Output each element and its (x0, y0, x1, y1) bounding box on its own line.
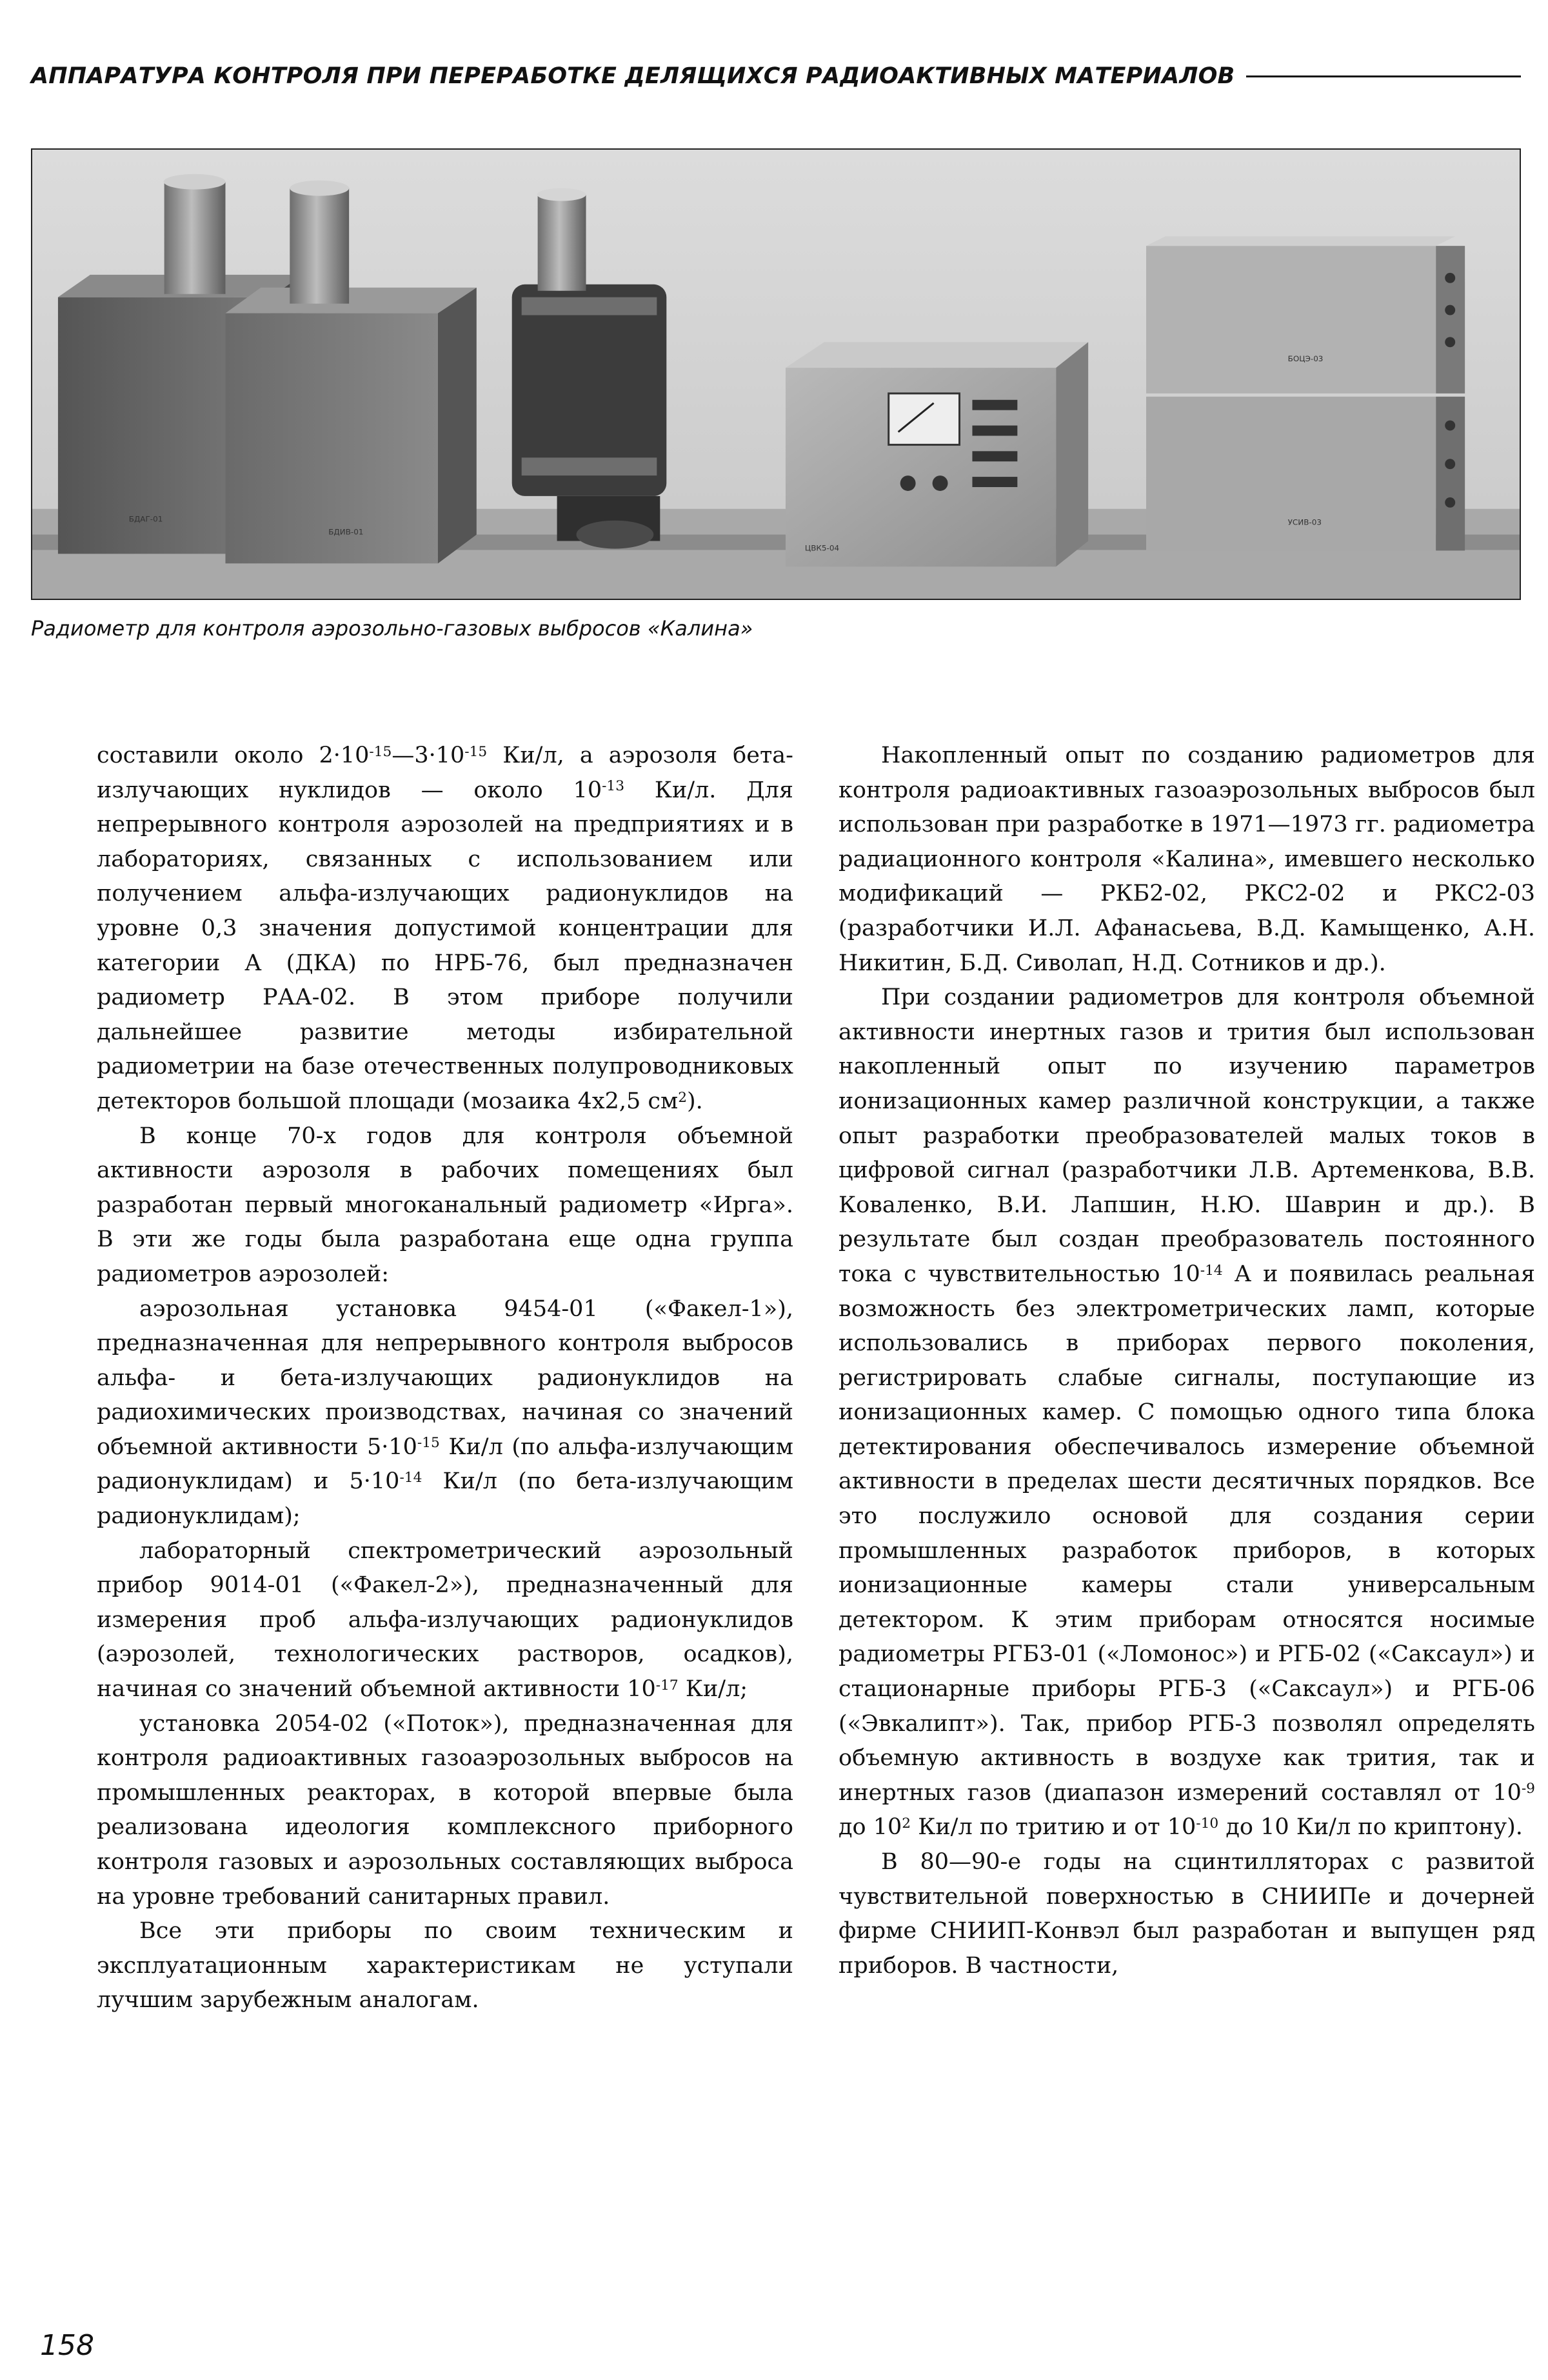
right-paragraph-1: Накопленный опыт по созданию радиометров для контроля радиоактивных газоаэрозольных выбросов был использован при разработке в 1971—1973 гг. радиометра радиационного контроля «Калина», имевшего несколько модификаций — РКБ2-02, РКС2-02 и РКС2-03 (разработчики И.Л. Афанасьева, В.Д. Камыщенко, А.Н. Никитин, Б.Д. Сиволап, Н.Д. Сотников и др.). (838, 743, 1535, 976)
photo-illustration (32, 150, 1520, 599)
electronics-unit-bottom (1146, 397, 1465, 551)
left-paragraph-5: установка 2054-02 («Поток»), предназначенная для контроля радиоактивных газоаэрозольных выбросов на промышленных реакторах, в которой впервые была реализована идеология комплексного приборного контроля газовых и аэрозольных составляющих выброса на уровне требований санитарных правил. (97, 1710, 793, 1910)
left-column (97, 739, 793, 2018)
running-header (31, 57, 1521, 95)
photo-kalina-radiometer (31, 148, 1521, 600)
electronics-unit-top (1146, 236, 1465, 394)
left-paragraph-6: Все эти приборы по своим техническим и эксплуатационным характеристикам не уступали лучшим зарубежным аналогам. (97, 1918, 793, 2014)
measurement-panel-unit (786, 342, 1088, 566)
left-paragraph-1: составили около $2\cdot 10^{-15}—3\cdot 10^{-15}$ Ки/л, а аэрозоля бета-излучающих нуклидов — около $10^{-13}$ Ки/л. Для непрерывного контроля аэрозолей на предприятиях и в лабораториях, связанных с использованием или получением альфа-излучающих радионуклидов на уровне 0,3 значения допустимой концентрации для категории А (ДКА) по НРБ-76, был предназначен радиометр РАА-02. В этом приборе получили дальнейшее развитие методы избирательной радиометрии на базе отечественных полупроводниковых детекторов большой площади (мозаика 4х2,5 $см^2$). (97, 743, 793, 1114)
left-paragraph-3: аэрозольная установка 9454-01 («Факел-1»), предназначенная для непрерывного контроля выбросов альфа- и бета-излучающих радионуклидов на радиохимических производствах, начиная со значений объемной активности $5\cdot 10^{-15}$ Ки/л (по альфа-излучающим радионуклидам) и $5\cdot 10^{-14}$ Ки/л (по бета-излучающим радионуклидам); (97, 1295, 793, 1530)
device-label-bdiv: БДИВ-01 (328, 527, 364, 537)
device-label-bdag: БДАГ-01 (128, 514, 163, 524)
right-column (838, 739, 1535, 1983)
right-paragraph-2: При создании радиометров для контроля объемной активности инертных газов и трития был использован накопленный опыт по изучению параметров ионизационных камер различной конструкции, а также опыт разработки преобразователей малых токов в цифровой сигнал (разработчики Л.В. Артеменкова, В.В. Коваленко, В.И. Лапшин, Н.Ю. Шаврин и др.). В результате был создан преобразователь постоянного тока с чувствительностью $10^{-14}$ А и появилась реальная возможность без электрометрических ламп, которые использовались в приборах первого поколения, регистрировать слабые сигналы, поступающие из ионизационных камер. С помощью одного типа блока детектирования обеспечивалось измерение объемной активности в пределах шести десятичных порядков. Все это послужило основой для создания серии промышленных разработок приборов, в которых ионизационные камеры стали универсальным детектором. К этим приборам относятся носимые радиометры РГБ3-01 («Ломонос») и РГБ-02 («Саксаул») и стационарные приборы РГБ-3 («Саксаул») и РГБ-06 («Эвкалипт»). Так, прибор РГБ-3 позволял определять объемную активность в воздухе как трития, так и инертных газов (диапазон измерений составлял от $10^{-9}$ до $10^2$ Ки/л по тритию и от $10^{-10}$ до 10 Ки/л по криптону). (838, 985, 1535, 1841)
figure-caption: Радиометр для контроля аэрозольно-газовых выбросов «Калина» (31, 616, 753, 641)
right-paragraph-3: В 80—90-е годы на сцинтилляторах с развитой чувствительной поверхностью в СНИИПе и дочерней фирме СНИИП-Конвэл был разработан и выпущен ряд приборов. В частности, (838, 1849, 1535, 1979)
left-paragraph-2: В конце 70-х годов для контроля объемной активности аэрозоля в рабочих помещениях был разработан первый многоканальный радиометр «Ирга». В эти же годы была разработана еще одна группа радиометров аэрозолей: (97, 1123, 793, 1287)
page-number: 158 (40, 2329, 94, 2362)
left-paragraph-4: лабораторный спектрометрический аэрозольный прибор 9014-01 («Факел-2»), предназначенный для измерения проб альфа-излучающих радионуклидов (аэрозолей, технологических растворов, осадков), начиная со значений объемной активности $10^{-17}$ Ки/л; (97, 1537, 793, 1703)
header-rule (1246, 75, 1521, 77)
device-label-tsvk: ЦВК5-04 (804, 543, 840, 553)
device-label-boce: БОЦЭ-03 (1287, 354, 1324, 364)
running-header-title: АППАРАТУРА КОНТРОЛЯ ПРИ ПЕРЕРАБОТКЕ ДЕЛЯЩИХСЯ РАДИОАКТИВНЫХ МАТЕРИАЛОВ (31, 63, 1235, 89)
device-label-usiv: УСИВ-03 (1287, 517, 1322, 527)
